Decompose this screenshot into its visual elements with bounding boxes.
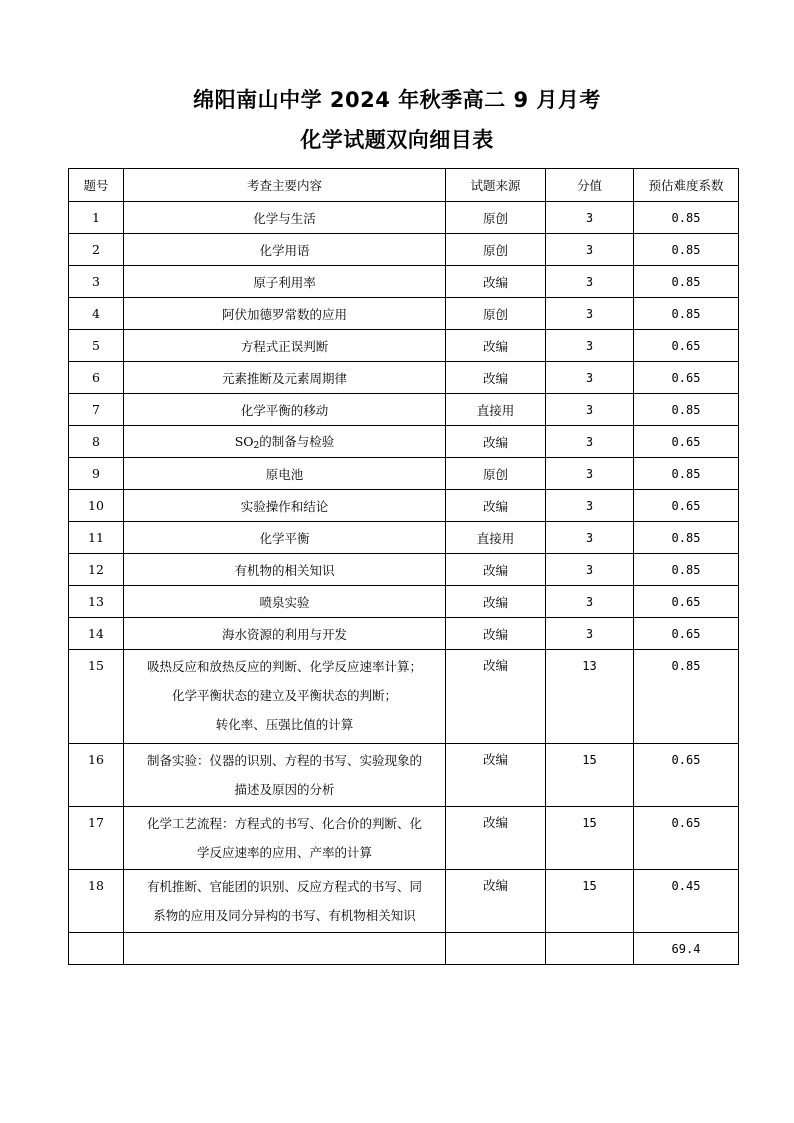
question-score: 3 [546,202,634,234]
question-difficulty: 0.85 [634,202,739,234]
question-score: 3 [546,330,634,362]
question-source: 改编 [446,744,546,807]
content-line: 转化率、压强比值的计算 [215,717,354,732]
question-difficulty: 0.65 [634,490,739,522]
question-source: 改编 [446,266,546,298]
specification-table [68,168,739,965]
question-content [124,744,446,807]
header-score: 分值 [546,169,634,202]
formula-so2: $SO_2$ [234,434,260,451]
content-line: 化学平衡状态的建立及平衡状态的判断； [171,688,397,703]
question-score: 15 [546,807,634,870]
table-row [69,490,739,522]
table-row [69,298,739,330]
question-difficulty: 0.65 [634,807,739,870]
content-line: 化学工艺流程：方程式的书写、化合价的判断、化 [146,816,422,831]
question-number: 8 [69,426,124,458]
question-difficulty: 0.65 [634,362,739,394]
question-score: 3 [546,362,634,394]
question-number: 16 [69,744,124,807]
content-line: 制备实验：仪器的识别、方程的书写、实验现象的 [146,753,422,768]
content-line: 吸热反应和放热反应的判断、化学反应速率计算； [146,659,422,674]
question-number: 3 [69,266,124,298]
content-line: 有机推断、官能团的识别、反应方程式的书写、同 [146,879,422,894]
question-source: 原创 [446,458,546,490]
table-row [69,554,739,586]
question-score: 3 [546,554,634,586]
table-row [69,330,739,362]
question-source: 改编 [446,870,546,933]
question-score: 15 [546,870,634,933]
table-row [69,522,739,554]
question-content: 化学用语 [124,234,446,266]
question-score: 3 [546,234,634,266]
question-score: 3 [546,522,634,554]
question-number: 15 [69,650,124,744]
table-row [69,586,739,618]
question-content [124,807,446,870]
question-number: 17 [69,807,124,870]
question-source: 原创 [446,234,546,266]
table-row [69,650,739,744]
question-source: 原创 [446,298,546,330]
question-difficulty: 0.85 [634,266,739,298]
question-number: 11 [69,522,124,554]
question-difficulty: 0.85 [634,554,739,586]
question-source: 改编 [446,586,546,618]
question-content: 原子利用率 [124,266,446,298]
table-row [69,807,739,870]
question-source: 原创 [446,202,546,234]
question-difficulty: 0.45 [634,870,739,933]
question-difficulty: 0.65 [634,586,739,618]
question-content: 化学与生活 [124,202,446,234]
question-source: 直接用 [446,394,546,426]
question-number: 18 [69,870,124,933]
question-difficulty: 0.65 [634,744,739,807]
question-content: 原电池 [124,458,446,490]
question-score: 15 [546,744,634,807]
header-source: 试题来源 [446,169,546,202]
table-row [69,266,739,298]
question-content [124,870,446,933]
table-row [69,394,739,426]
question-number: 14 [69,618,124,650]
question-score: 3 [546,266,634,298]
table-row [69,618,739,650]
header-difficulty: 预估难度系数 [634,169,739,202]
total-empty-cell [446,933,546,965]
question-score: 3 [546,458,634,490]
question-source: 改编 [446,807,546,870]
question-source: 改编 [446,426,546,458]
table-row [69,426,739,458]
question-source: 改编 [446,490,546,522]
question-number: 9 [69,458,124,490]
question-difficulty: 0.85 [634,458,739,490]
table-row [69,234,739,266]
question-content: 喷泉实验 [124,586,446,618]
question-number: 7 [69,394,124,426]
question-content: 海水资源的利用与开发 [124,618,446,650]
question-number: 13 [69,586,124,618]
total-empty-cell [124,933,446,965]
question-source: 改编 [446,330,546,362]
total-difficulty: 69.4 [634,933,739,965]
document-subtitle: 化学试题双向细目表 [300,128,494,152]
header-content: 考查主要内容 [124,169,446,202]
document-title: 绵阳南山中学 2024 年秋季高二 9 月月考 [193,88,601,112]
table-row [69,744,739,807]
question-source: 改编 [446,650,546,744]
question-content: 化学平衡 [124,522,446,554]
question-score: 3 [546,490,634,522]
question-content: $SO_2$的制备与检验 [124,426,446,458]
question-difficulty: 0.65 [634,330,739,362]
question-score: 3 [546,426,634,458]
total-empty-cell [546,933,634,965]
question-score: 13 [546,650,634,744]
table-header-row [69,169,739,202]
question-score: 3 [546,586,634,618]
question-content: 有机物的相关知识 [124,554,446,586]
table-row [69,202,739,234]
question-score: 3 [546,618,634,650]
table-row [69,870,739,933]
content-line: 学反应速率的应用、产率的计算 [196,845,372,860]
total-empty-cell [69,933,124,965]
question-difficulty: 0.65 [634,618,739,650]
question-content: 阿伏加德罗常数的应用 [124,298,446,330]
question-difficulty: 0.85 [634,298,739,330]
question-content: 实验操作和结论 [124,490,446,522]
question-difficulty: 0.85 [634,234,739,266]
question-difficulty: 0.85 [634,522,739,554]
question-number: 4 [69,298,124,330]
question-number: 1 [69,202,124,234]
question-number: 10 [69,490,124,522]
content-line: 描述及原因的分析 [234,782,335,797]
question-source: 改编 [446,362,546,394]
question-number: 2 [69,234,124,266]
question-content [124,650,446,744]
question-difficulty: 0.85 [634,394,739,426]
question-source: 改编 [446,554,546,586]
question-number: 5 [69,330,124,362]
header-number: 题号 [69,169,124,202]
question-score: 3 [546,298,634,330]
question-number: 6 [69,362,124,394]
question-number: 12 [69,554,124,586]
content-line: 系物的应用及同分异构的书写、有机物相关知识 [153,908,416,923]
question-content: 方程式正误判断 [124,330,446,362]
question-difficulty: 0.85 [634,650,739,744]
table-row [69,362,739,394]
question-source: 直接用 [446,522,546,554]
question-difficulty: 0.65 [634,426,739,458]
question-source: 改编 [446,618,546,650]
table-row [69,458,739,490]
question-content: 元素推断及元素周期律 [124,362,446,394]
question-score: 3 [546,394,634,426]
total-row [69,933,739,965]
question-content: 化学平衡的移动 [124,394,446,426]
